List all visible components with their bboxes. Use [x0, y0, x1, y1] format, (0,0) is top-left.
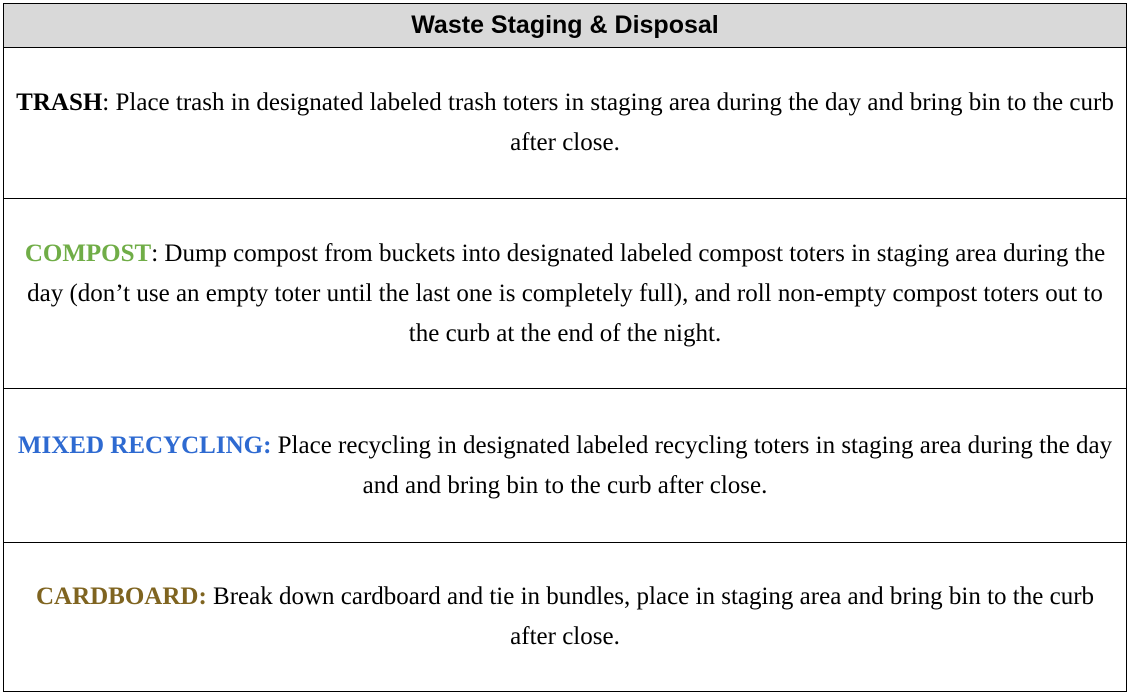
recycling-text: Place recycling in designated labeled recycling toters in staging area during the day and and bring bin to the curb after close. — [277, 431, 1113, 499]
trash-separator: : — [102, 89, 116, 116]
table-row-compost — [4, 199, 1126, 389]
table-row-trash — [4, 48, 1126, 199]
table-title: Waste Staging & Disposal — [411, 11, 719, 39]
cardboard-text: Break down cardboard and tie in bundles, place in staging area and bring bin to the curb after close. — [213, 583, 1095, 650]
recycling-label: MIXED RECYCLING: — [17, 431, 272, 459]
trash-label: TRASH — [16, 89, 103, 116]
compost-instructions — [14, 234, 1116, 354]
compost-separator: : — [151, 239, 165, 267]
table-row-mixed-recycling — [4, 389, 1126, 543]
cardboard-instructions — [14, 577, 1116, 657]
compost-text: Dump compost from buckets into designated labeled compost toters in staging area during the day (don’t use an empty toter until the last one is completely full), and roll non-empty compost toters out to the curb at the end of the night. — [27, 239, 1106, 347]
table-header — [4, 4, 1126, 48]
trash-instructions — [14, 83, 1116, 163]
waste-disposal-table — [3, 3, 1127, 692]
trash-text: Place trash in designated labeled trash toters in staging area during the day and bring bin to the curb after close. — [115, 89, 1114, 156]
recycling-instructions — [14, 426, 1116, 506]
table-row-cardboard — [4, 543, 1126, 691]
cardboard-label: CARDBOARD: — [35, 583, 207, 610]
compost-label: COMPOST — [24, 239, 152, 267]
